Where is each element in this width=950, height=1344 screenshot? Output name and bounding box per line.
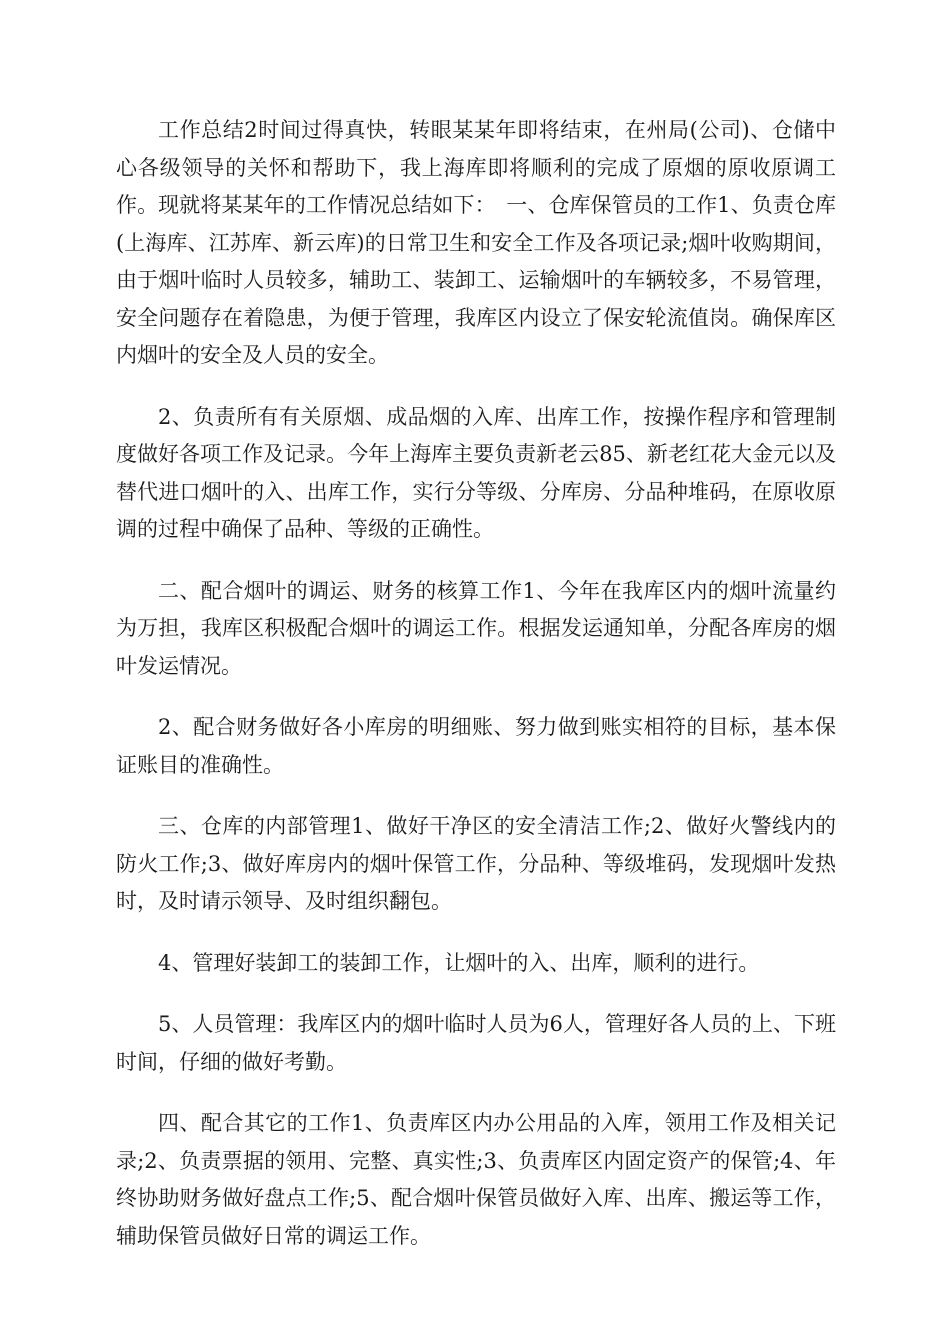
paragraph-5: 三、仓库的内部管理1、做好干净区的安全清洁工作;2、做好火警线内的防火工作;3、做好库房内的烟叶保管工作，分品种、等级堆码，发现烟叶发热时，及时请示领导、及时组织翻包。	[116, 814, 836, 913]
paragraph-7: 5、人员管理：我库区内的烟叶临时人员为6人，管理好各人员的上、下班时间，仔细的做好考勤。	[116, 1012, 836, 1074]
paragraph-2: 2、负责所有有关原烟、成品烟的入库、出库工作，按操作程序和管理制度做好各项工作及记录。今年上海库主要负责新老云85、新老红花大金元以及替代进口烟叶的入、出库工作，实行分等级、分库房、分品种堆码，在原收原调的过程中确保了品种、等级的正确性。	[116, 404, 836, 541]
paragraph-1: 工作总结2时间过得真快，转眼某某年即将结束，在州局(公司)、仓储中心各级领导的关怀和帮助下，我上海库即将顺利的完成了原烟的原收原调工作。现就将某某年的工作情况总结如下： 一、仓库保管员的工作1、负责仓库(上海库、江苏库、新云库)的日常卫生和安全工作及各项记录;烟叶收购期间，由于烟叶临时人员较多，辅助工、装卸工、运输烟叶的车辆较多，不易管理，安全问题存在着隐患，为便于管理，我库区内设立了保安轮流值岗。确保库区内烟叶的安全及人员的安全。	[116, 118, 836, 367]
paragraph-8: 四、配合其它的工作1、负责库区内办公用品的入库，领用工作及相关记录;2、负责票据的领用、完整、真实性;3、负责库区内固定资产的保管;4、年终协助财务做好盘点工作;5、配合烟叶保管员做好入库、出库、搬运等工作，辅助保管员做好日常的调运工作。	[116, 1111, 836, 1248]
document-body	[116, 112, 836, 1279]
paragraph-4: 2、配合财务做好各小库房的明细账、努力做到账实相符的目标，基本保证账目的准确性。	[116, 715, 836, 777]
paragraph-6: 4、管理好装卸工的装卸工作，让烟叶的入、出库，顺利的进行。	[158, 950, 760, 975]
paragraph-3: 二、配合烟叶的调运、财务的核算工作1、今年在我库区内的烟叶流量约为万担，我库区积极配合烟叶的调运工作。根据发运通知单，分配各库房的烟叶发运情况。	[116, 578, 836, 678]
